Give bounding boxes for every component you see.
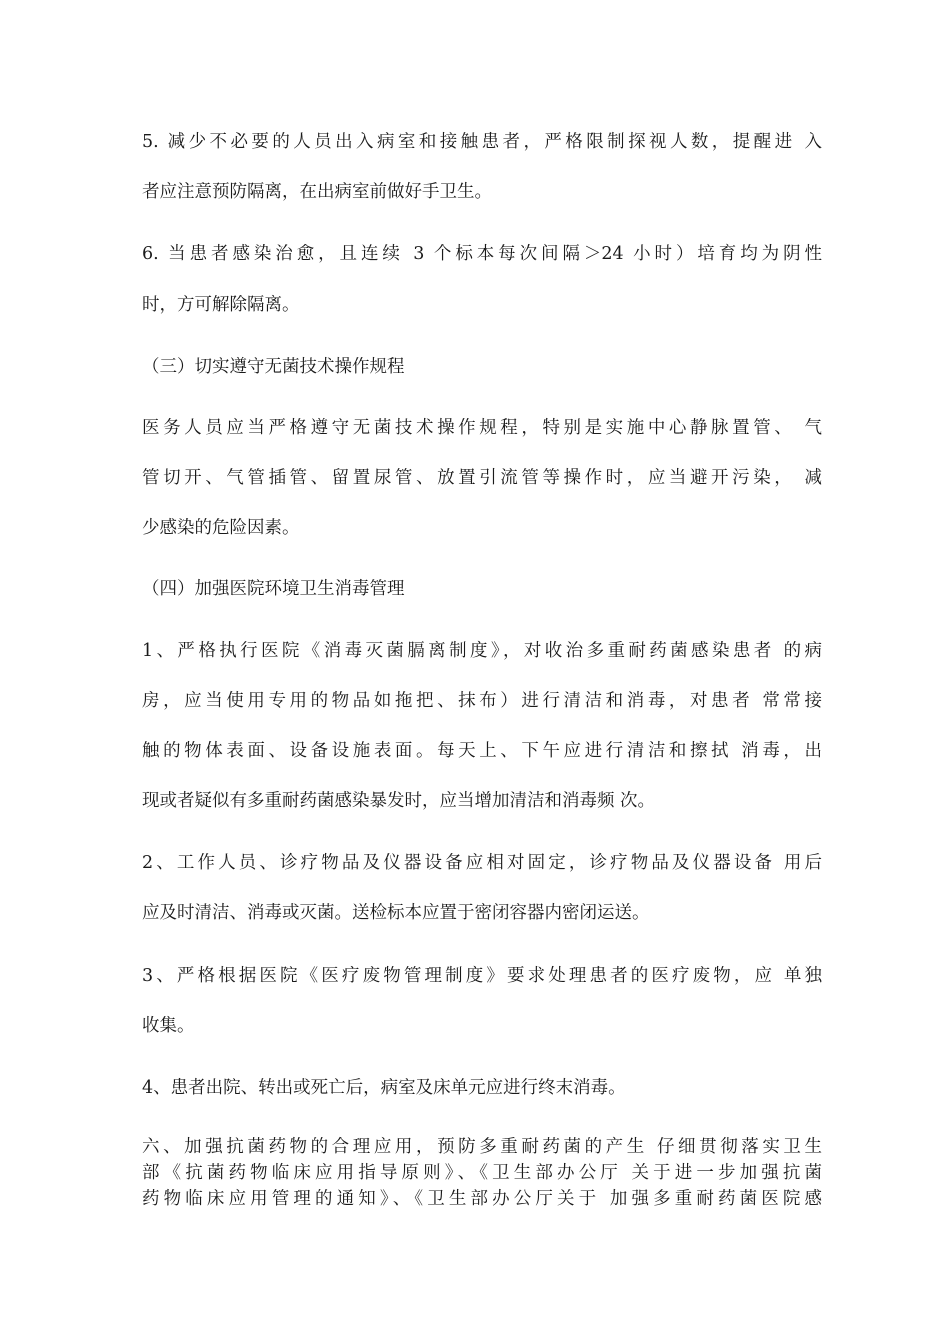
item-1-line-2: 房，应当使用专用的物品如拖把、抹布）进行清洁和消毒，对患者 常常接 xyxy=(142,691,822,711)
paragraph-6-line-1: 6. 当患者感染治愈，且连续 3 个标本每次间隔＞24 小时）培育均为阴性 xyxy=(142,244,822,264)
aseptic-paragraph-line-1: 医务人员应当严格遵守无菌技术操作规程，特别是实施中心静脉置管、 气 xyxy=(142,418,822,438)
item-3-line-1: 3、严格根据医院《医疗废物管理制度》要求处理患者的医疗废物，应 单独 xyxy=(142,966,822,986)
item-2-line-2: 应及时清洁、消毒或灭菌。送检标本应置于密闭容器内密闭运送。 xyxy=(142,903,650,923)
paragraph-6-line-2: 时，方可解除隔离。 xyxy=(142,295,300,315)
item-1-line-3: 触的物体表面、设备设施表面。每天上、下午应进行清洁和擦拭 消毒，出 xyxy=(142,741,822,761)
item-4-line-1: 4、患者出院、转出或死亡后，病室及床单元应进行终末消毒。 xyxy=(142,1078,626,1098)
section-heading-3: （三）切实遵守无菌技术操作规程 xyxy=(142,357,405,377)
item-1-line-4: 现或者疑似有多重耐药菌感染暴发时，应当增加清洁和消毒频 次。 xyxy=(142,791,656,811)
aseptic-paragraph-line-3: 少感染的危险因素。 xyxy=(142,518,300,538)
section-6-line-1: 六、加强抗菌药物的合理应用，预防多重耐药菌的产生 仔细贯彻落实卫生 xyxy=(142,1137,822,1157)
section-6-line-3: 药物临床应用管理的通知》、《卫生部办公厅关于 加强多重耐药菌医院感 xyxy=(142,1189,822,1209)
section-6-line-2: 部《抗菌药物临床应用指导原则》、《卫生部办公厅 关于进一步加强抗菌 xyxy=(142,1163,822,1183)
paragraph-5-line-2: 者应注意预防隔离，在出病室前做好手卫生。 xyxy=(142,182,492,202)
item-1-line-1: 1、严格执行医院《消毒灭菌膈离制度》，对收治多重耐药菌感染患者 的病 xyxy=(142,641,822,661)
item-3-line-2: 收集。 xyxy=(142,1016,195,1036)
paragraph-5-line-1: 5. 减少不必要的人员出入病室和接触患者，严格限制探视人数，提醒进 入 xyxy=(142,132,822,152)
item-2-line-1: 2、工作人员、诊疗物品及仪器设备应相对固定，诊疗物品及仪器设备 用后 xyxy=(142,853,822,873)
aseptic-paragraph-line-2: 管切开、气管插管、留置尿管、放置引流管等操作时，应当避开污染， 减 xyxy=(142,468,822,488)
section-heading-4: （四）加强医院环境卫生消毒管理 xyxy=(142,579,405,599)
